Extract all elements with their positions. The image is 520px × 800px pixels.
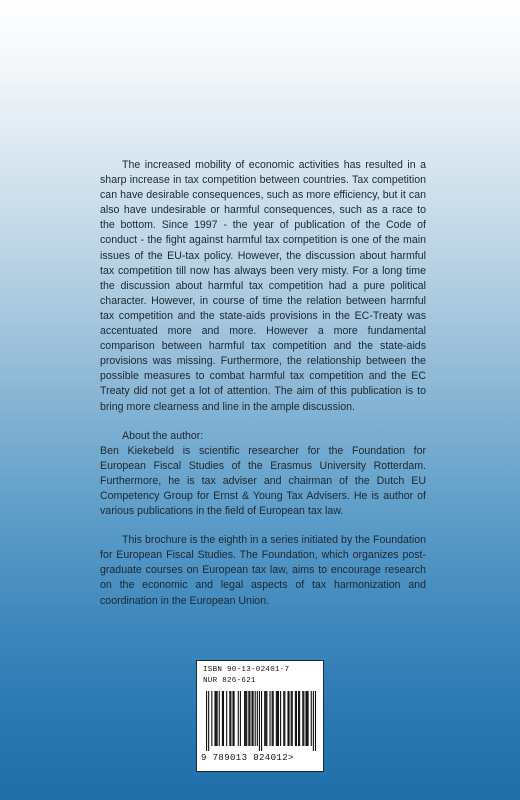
ean-digits xyxy=(201,753,321,763)
barcode-bar xyxy=(295,691,296,746)
barcode-bar xyxy=(244,691,245,746)
barcode-bar xyxy=(302,691,303,746)
barcode-bar xyxy=(261,691,262,751)
barcode-bar xyxy=(291,691,292,746)
barcode-bar xyxy=(298,691,299,746)
barcode-bar xyxy=(226,691,227,746)
barcode-bar xyxy=(296,691,297,746)
barcode-bar xyxy=(283,691,284,746)
barcode-bar xyxy=(280,691,281,746)
nur-code: NUR 826-621 xyxy=(203,677,256,685)
barcode-bar xyxy=(266,691,267,746)
barcode-bar xyxy=(234,691,235,746)
barcode-bar xyxy=(287,691,288,746)
barcode-bar xyxy=(208,691,209,751)
barcode-bar xyxy=(269,691,270,746)
barcode-bar xyxy=(277,691,278,746)
barcode-bar xyxy=(305,691,306,746)
barcode-bar xyxy=(246,691,247,746)
barcode-bar xyxy=(311,691,312,746)
barcode-bar xyxy=(240,691,241,746)
barcode-bar xyxy=(230,691,231,746)
series-note: This brochure is the eighth in a series initiated by the Foundation for European Fiscal Studies. The Foundation, which organizes post-graduate courses on European tax law, aims to encourage research on the economic and legal aspects of tax harmonization and coordination in the European Union. xyxy=(100,534,426,607)
barcode-bar xyxy=(303,691,304,746)
barcode-bar xyxy=(251,691,252,746)
barcode-bar xyxy=(229,691,230,746)
barcode-bar xyxy=(315,691,316,751)
barcode-bar xyxy=(313,691,314,751)
barcode-bar xyxy=(211,691,212,746)
barcode-bar xyxy=(284,691,285,746)
barcode-bar xyxy=(299,691,300,746)
ean-number: 9 789013 024012 xyxy=(201,753,289,763)
barcode-bar xyxy=(308,691,309,746)
barcode-bar xyxy=(219,691,220,746)
barcode-bar xyxy=(217,691,218,746)
blurb-paragraph: The increased mobility of economic activities has resulted in a sharp increase in tax competition between countries. Tax competition can have desirable consequences, such as more efficiency, but it can also have undesirable or harmful consequences, such as a race to the bottom. Since 1997 - the year of publication of the Code of conduct - the fight against harmful tax competition is one of the main issues of the EU-tax policy. However, the discussion about harmful tax competition till now has always been very misty. For a long time the discussion about harmful tax competition had a pure political character. However, in course of time the relation between harmful tax competition and the state-aids provisions in the EC-Treaty was accentuated more and more. However a more fundamental comparison between harmful tax competition and the state-aids provisions was missing. Furthermore, the relationship between the possible measures to combat harmful tax competition and the EC Treaty did not get a lot of attention. The aim of this publication is to bring more clearness and line in the ample discussion. xyxy=(100,159,426,413)
barcode-bar xyxy=(278,691,279,746)
barcode-bar xyxy=(306,691,307,746)
barcode-bar xyxy=(273,691,274,746)
barcode-bar xyxy=(264,691,265,746)
barcode-bar xyxy=(272,691,273,746)
blurb-text-block xyxy=(100,158,426,609)
barcode-bar xyxy=(255,691,256,746)
barcode-bar xyxy=(216,691,217,746)
barcode-bar xyxy=(253,691,254,746)
barcode-bar xyxy=(232,691,233,746)
barcode-bar xyxy=(248,691,249,746)
barcode-bar xyxy=(214,691,215,746)
author-bio: Ben Kiekebeld is scientific researcher for the Foundation for European Fiscal Studies of the Erasmus University Rotterdam. Furthermore, he is tax adviser and chairman of the Dutch EU Competency Group for Ernst & Young Tax Advisers. He is author of various publications in the field of European tax law. xyxy=(100,444,426,518)
barcode-bar xyxy=(257,691,258,746)
ean-barcode xyxy=(206,691,316,751)
barcode-bar xyxy=(238,691,239,746)
barcode-label xyxy=(196,660,324,772)
ean-suffix: > xyxy=(288,753,294,763)
barcode-bar xyxy=(289,691,290,746)
barcode-bar xyxy=(292,691,293,746)
barcode-bar xyxy=(265,691,266,746)
barcode-bar xyxy=(276,691,277,746)
barcode-bar xyxy=(206,691,207,751)
barcode-bar xyxy=(249,691,250,746)
barcode-bar xyxy=(259,691,260,751)
author-heading: About the author: xyxy=(122,429,204,442)
isbn-number: ISBN 90-13-02401-7 xyxy=(203,666,290,674)
barcode-bar xyxy=(223,691,224,746)
barcode-bar xyxy=(222,691,223,746)
barcode-bar xyxy=(245,691,246,746)
